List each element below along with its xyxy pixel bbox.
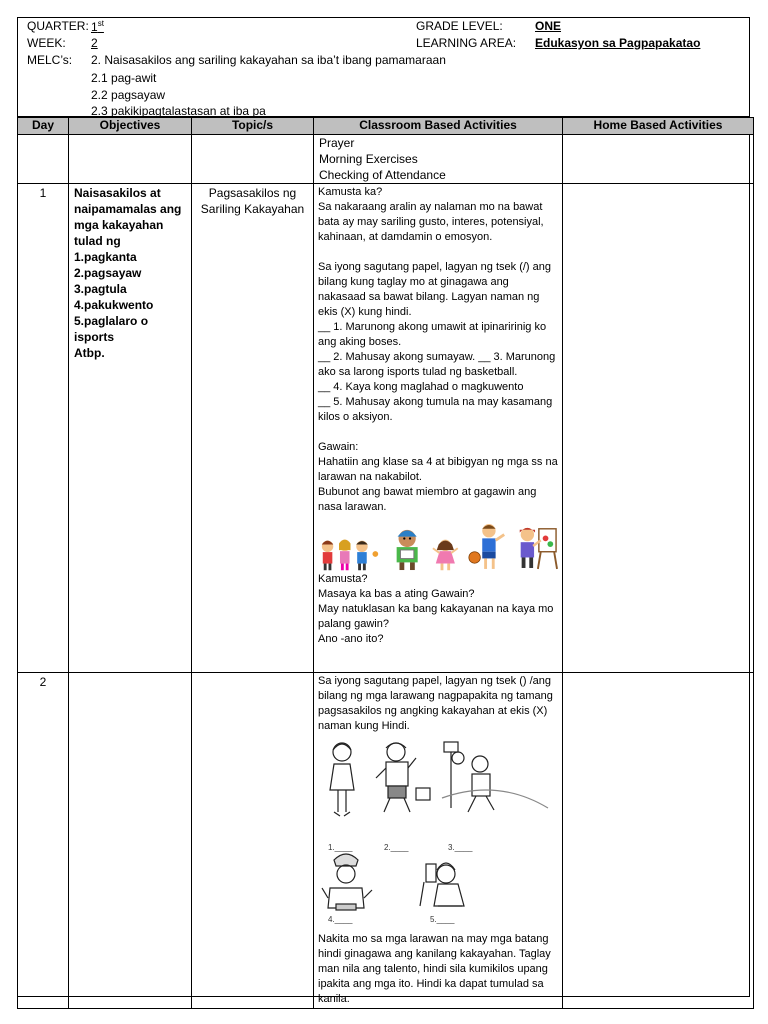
- girl-drawing-sketch: [420, 863, 464, 906]
- day-cell: [18, 184, 69, 673]
- classroom-cell: [314, 184, 563, 673]
- routine-item: Prayer: [319, 136, 355, 150]
- singing-kids-illustration: [318, 536, 383, 572]
- singing-girl-sketch: [330, 743, 354, 816]
- instruction-text: Sa iyong sagutang papel, lagyan ng tsek () /ang bilang ng mga larawang nagpapakita ng tamang pagsasakilos ng angking kakayahan at ekis (X) naman kung Hindi.: [318, 675, 553, 732]
- reading-child-illustration: [389, 526, 425, 572]
- dancing-boy-sketch: [376, 743, 430, 812]
- routine-item: Morning Exercises: [319, 152, 418, 166]
- objective-item: Naisasakilos at naipamamalas ang mga kakayahan tulad ng: [74, 186, 182, 248]
- day-cell: [18, 135, 69, 184]
- painting-child-illustration: [514, 520, 558, 572]
- objectives-cell: [69, 135, 192, 184]
- melc-main: 2. Naisasakilos ang sariling kakayahan sa iba’t ibang pamamaraan: [91, 53, 446, 67]
- activity-block: [314, 184, 562, 648]
- objective-item: 5.paglalaro o isports: [74, 314, 149, 344]
- objectives-cell: [69, 673, 192, 1009]
- objective-item: 1.pagkanta: [74, 250, 137, 264]
- home-cell: [563, 673, 754, 1009]
- boy-drawing-sketch: [322, 854, 372, 910]
- checklist-item: __ 4. Kaya kong maglahad o magkuwento: [318, 381, 524, 393]
- activity-images: [318, 517, 558, 572]
- reflection-line: Kamusta?: [318, 573, 368, 585]
- col-header-objectives: Objectives: [69, 118, 192, 135]
- day-cell: [18, 673, 69, 1009]
- checklist-item: __ 5. Mahusay akong tumula na may kasamang kilos o aksiyon.: [318, 396, 553, 423]
- classroom-cell: [314, 135, 563, 184]
- routine-list: [314, 135, 562, 183]
- table-header-row: [18, 118, 754, 135]
- learning-area-value: Edukasyon sa Pagpapakatao: [535, 36, 701, 50]
- table-row: [18, 184, 754, 673]
- quarter-value: 1st: [91, 19, 104, 34]
- worksheet-label-4: 4.____: [328, 915, 353, 924]
- objective-item: 3.pagtula: [74, 282, 127, 296]
- lesson-table: [17, 117, 754, 1009]
- objectives-cell: [69, 184, 192, 673]
- objective-item: 4.pakukwento: [74, 298, 154, 312]
- checklist-item: __ 2. Mahusay akong sumayaw. __ 3. Marunong ako sa larong isports tulad ng basketball.: [318, 351, 556, 378]
- objective-item: 2.pagsayaw: [74, 266, 142, 280]
- melc-sub-item: 2.2 pagsayaw: [91, 87, 166, 102]
- worksheet-images: [318, 738, 558, 930]
- checklist-item: __ 1. Marunong akong umawit at ipinaririnig ko ang aking boses.: [318, 321, 547, 348]
- home-cell: [563, 184, 754, 673]
- topic-cell: [192, 673, 314, 1009]
- intro-text: Sa nakaraang aralin ay nalaman mo na bawat bata ay may sariling gusto, interes, potensiyal, kahinaan, at damdamin o emosyon.: [318, 201, 544, 243]
- melc-sublist: [91, 70, 266, 120]
- activity-block: [314, 673, 562, 1008]
- lesson-plan-page: [17, 17, 750, 1005]
- topic-text: Pagsasakilos ng Sariling Kakayahan: [200, 186, 305, 216]
- basketball-sketch: [442, 742, 548, 812]
- col-header-home: Home Based Activities: [563, 118, 754, 135]
- dancing-girl-illustration: [431, 536, 460, 572]
- gawain-text: Bubunot ang bawat miembro at gagawin ang nasa larawan.: [318, 486, 537, 513]
- week-label: WEEK:: [27, 36, 66, 50]
- reflection-line: Ano -ano ito?: [318, 633, 384, 645]
- greeting: Kamusta ka?: [318, 186, 383, 198]
- worksheet-label-3: 3.____: [448, 843, 473, 852]
- gawain-text: Hahatiin ang klase sa 4 at bibigyan ng mga ss na larawan na nakabilot.: [318, 456, 558, 483]
- objective-item: Atbp.: [74, 346, 105, 360]
- worksheet-illustrations: [318, 738, 554, 930]
- home-cell: [563, 135, 754, 184]
- day-number: 1: [39, 186, 47, 200]
- table-row: [18, 135, 754, 184]
- topic-cell: [192, 135, 314, 184]
- quarter-label: QUARTER:: [27, 19, 89, 33]
- melc-sub-item: 2.1 pag-awit: [91, 71, 157, 85]
- worksheet-label-1: 1.____: [328, 843, 353, 852]
- grade-level-value: ONE: [535, 19, 562, 33]
- day-number: 2: [39, 675, 47, 689]
- classroom-cell: [314, 673, 563, 1009]
- melc-sub-item: 2.3 pakikipagtalastasan at iba pa: [91, 104, 266, 118]
- worksheet-label-5: 5.____: [430, 915, 455, 924]
- col-header-day: Day: [18, 118, 69, 135]
- closing-text: Nakita mo sa mga larawan na may mga batang hindi ginagawa ang kanilang kakayahan. Taglay man nila ang talento, hindi sila kumikilos upang ipakita ang mga ito. Hindi ka dapat tumulad sa kanila.: [318, 933, 551, 1005]
- objectives-list: [69, 184, 191, 362]
- reflection-line: Masaya ka bas a ating Gawain?: [318, 588, 475, 600]
- topic-cell: [192, 184, 314, 673]
- grade-level-label: GRADE LEVEL:: [416, 19, 503, 33]
- col-header-classroom: Classroom Based Activities: [314, 118, 563, 135]
- gawain-title: Gawain:: [318, 441, 359, 453]
- table-row: [18, 673, 754, 1009]
- col-header-topics: Topic/s: [192, 118, 314, 135]
- basketball-boy-illustration: [466, 520, 508, 572]
- routine-item: Checking of Attendance: [319, 168, 446, 182]
- worksheet-label-2: 2.____: [384, 843, 409, 852]
- lesson-header: [18, 18, 749, 117]
- melc-label: MELC’s:: [27, 53, 73, 67]
- reflection-line: May natuklasan ka bang kakayanan na kaya mo palang gawin?: [318, 603, 554, 630]
- instruction-text: Sa iyong sagutang papel, lagyan ng tsek (/) ang bilang kung taglay mo at ginagawa ang nakasaad sa bawat bilang. Lagyan naman ng ekis (X) kung hindi.: [318, 261, 551, 318]
- learning-area-label: LEARNING AREA:: [416, 36, 517, 50]
- week-value: 2: [91, 36, 98, 50]
